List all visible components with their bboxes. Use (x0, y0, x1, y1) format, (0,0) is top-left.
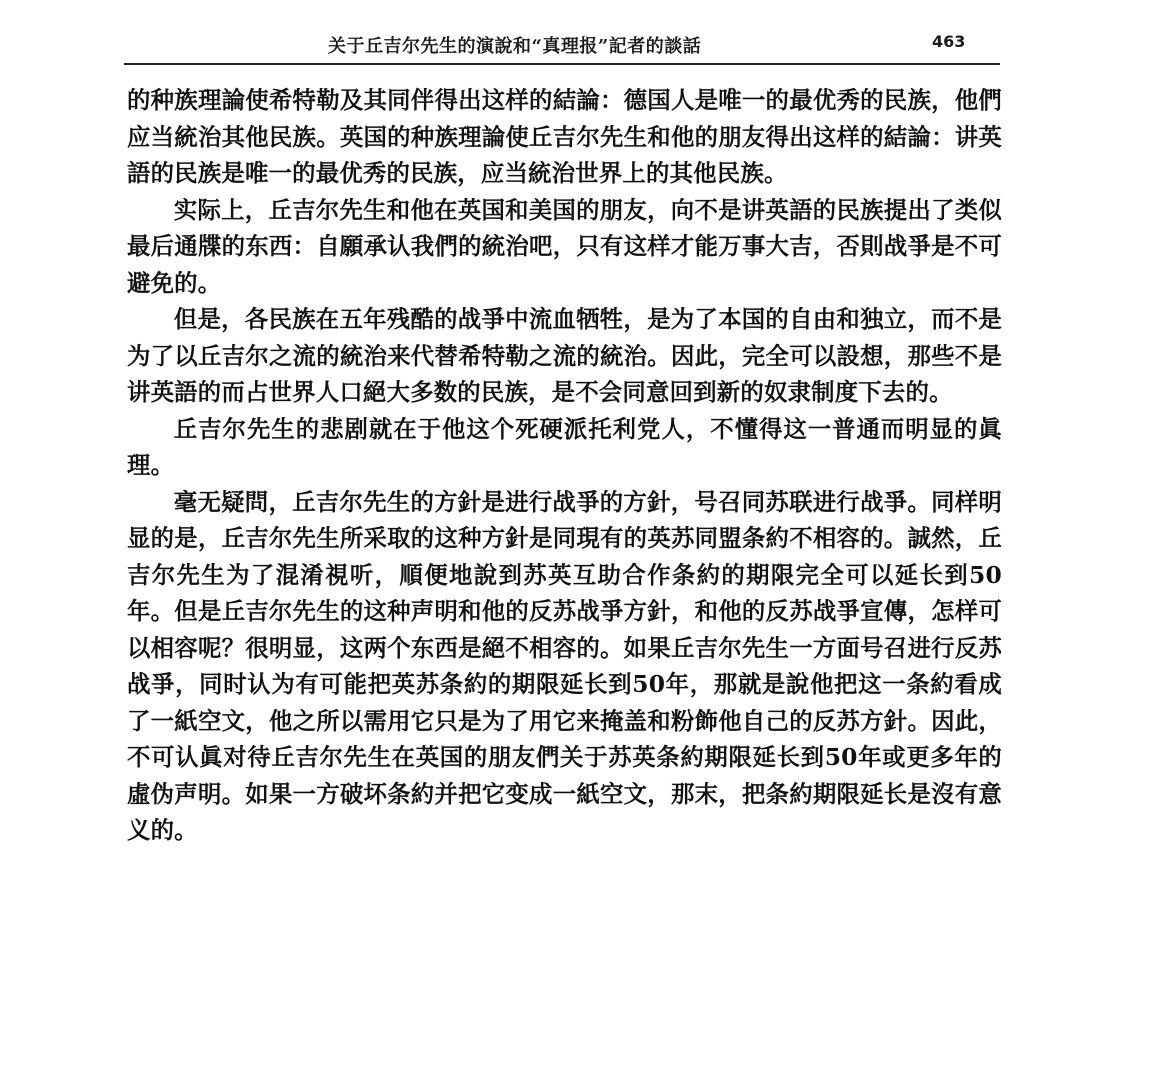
body-text (127, 82, 1002, 849)
running-header (128, 28, 998, 62)
paragraph-continued: 的种族理論使希特勒及其同伴得出这样的結論：德国人是唯一的最优秀的民族，他們应当統治其他民族。英国的种族理論使丘吉尔先生和他的朋友得出这样的結論：讲英語的民族是唯一的最优秀的民族，应当統治世界上的其他民族。 (127, 86, 1002, 187)
paragraph: 实际上，丘吉尔先生和他在英国和美国的朋友，向不是讲英語的民族提出了类似最后通牒的东西：自願承认我們的統治吧，只有这样才能万事大吉，否則战爭是不可避免的。 (127, 195, 1002, 297)
paragraph: 毫无疑問，丘吉尔先生的方針是进行战爭的方針，号召同苏联进行战爭。同样明显的是，丘吉尔先生所采取的这种方針是同現有的英苏同盟条約不相容的。誠然，丘吉尔先生为了混淆視听，順便地說到苏英互助合作条約的期限完全可以延长到50年。但是丘吉尔先生的这种声明和他的反苏战爭方針，和他的反苏战爭宣傳，怎样可以相容呢？很明显，这两个东西是絕不相容的。如果丘吉尔先生一方面号召进行反苏战爭，同时认为有可能把英苏条約的期限延长到50年，那就是說他把这一条約看成了一紙空文，他之所以需用它只是为了用它来掩盖和粉飾他自己的反苏方針。因此，不可认眞对待丘吉尔先生在英国的朋友們关于苏英条約期限延长到50年或更多年的虛伪声明。如果一方破坏条約并把它变成一紙空文，那末，把条約期限延长是沒有意义的。 (127, 487, 1002, 844)
page-number: 463 (932, 32, 966, 51)
paragraph: 丘吉尔先生的悲剧就在于他这个死硬派托利党人，不懂得这一普通而明显的眞理。 (127, 414, 1002, 479)
paragraph: 但是，各民族在五年残酷的战爭中流血牺牲，是为了本国的自由和独立，而不是为了以丘吉尔之流的統治来代替希特勒之流的統治。因此，完全可以設想，那些不是讲英語的而占世界人口絕大多数的民族，是不会同意回到新的奴隶制度下去的。 (127, 305, 1002, 406)
running-head-title: 关于丘吉尔先生的演說和“真理报”記者的談話 (328, 36, 702, 57)
header-rule (124, 63, 1000, 65)
